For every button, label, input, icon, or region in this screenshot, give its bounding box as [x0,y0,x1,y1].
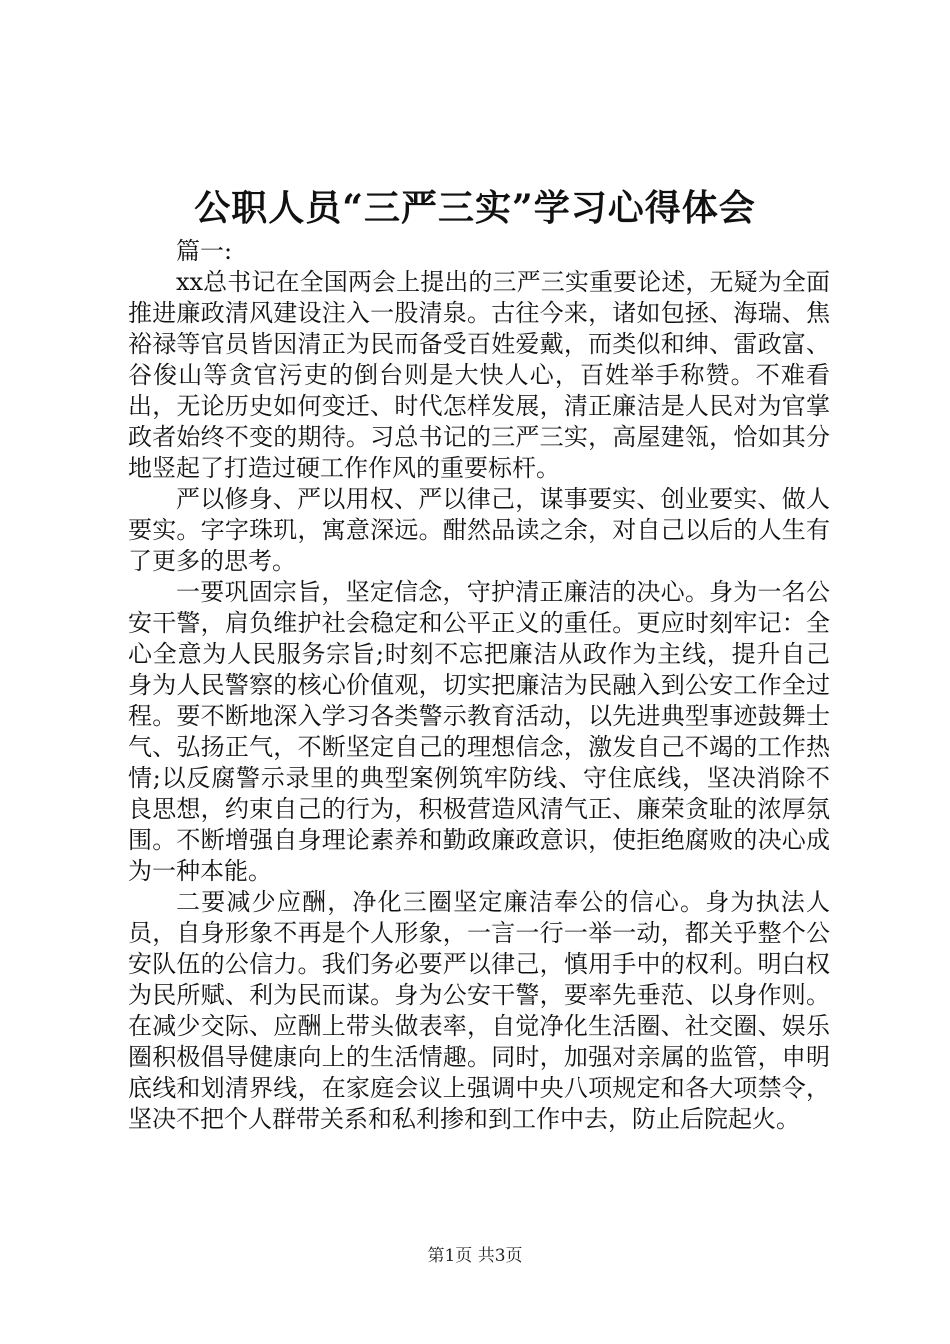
paragraph-4: 二要减少应酬，净化三圈坚定廉洁奉公的信心。身为执法人员，自身形象不再是个人形象，一言一行一举一动，都关乎整个公安队伍的公信力。我们务必要严以律己，慎用手中的权利。明白权为民所赋、利为民而谋。身为公安干警，要率先垂范、以身作则。在减少交际、应酬上带头做表率，自觉净化生活圈、社交圈、娱乐圈积极倡导健康向上的生活情趣。同时，加强对亲属的监管，申明底线和划清界线，在家庭会议上强调中央八项规定和各大项禁令，坚决不把个人群带关系和私利掺和到工作中去，防止后院起火。 [128,888,830,1133]
paragraph-2: 严以修身、严以用权、严以律己，谋事要实、创业要实、做人要实。字字珠玑，寓意深远。酣然品读之余，对自己以后的人生有了更多的思考。 [128,485,830,575]
section-label: 篇一: [176,237,233,265]
paragraph-3: 一要巩固宗旨，坚定信念，守护清正廉洁的决心。身为一名公安干警，肩负维护社会稳定和公平正义的重任。更应时刻牢记：全心全意为人民服务宗旨;时刻不忘把廉洁从政作为主线，提升自己身为人民警察的核心价值观，切实把廉洁为民融入到公安工作全过程。要不断地深入学习各类警示教育活动，以先进典型事迹鼓舞士气、弘扬正气，不断坚定自己的理想信念，激发自己不竭的工作热情;以反腐警示录里的典型案例筑牢防线、守住底线，坚决消除不良思想，约束自己的行为，积极营造风清气正、廉荣贪耻的浓厚氛围。不断增强自身理论素养和勤政廉政意识，使拒绝腐败的决心成为一种本能。 [128,578,830,885]
document-title: 公职人员“三严三实”学习心得体会 [194,187,756,229]
page-footer: 第1页 共3页 [427,1246,523,1266]
document-body [128,236,830,1135]
paragraph-1: xx总书记在全国两会上提出的三严三实重要论述，无疑为全面推进廉政清风建设注入一股清泉。古往今来，诸如包拯、海瑞、焦裕禄等官员皆因清正为民而备受百姓爱戴，而类似和绅、雷政富、谷俊山等贪官污吏的倒台则是大快人心，百姓举手称赞。不难看出，无论历史如何变迁、时代怎样发展，清正廉洁是人民对为官掌政者始终不变的期待。习总书记的三严三实，高屋建瓴，恰如其分地竖起了打造过硬工作作风的重要标杆。 [128,268,830,482]
